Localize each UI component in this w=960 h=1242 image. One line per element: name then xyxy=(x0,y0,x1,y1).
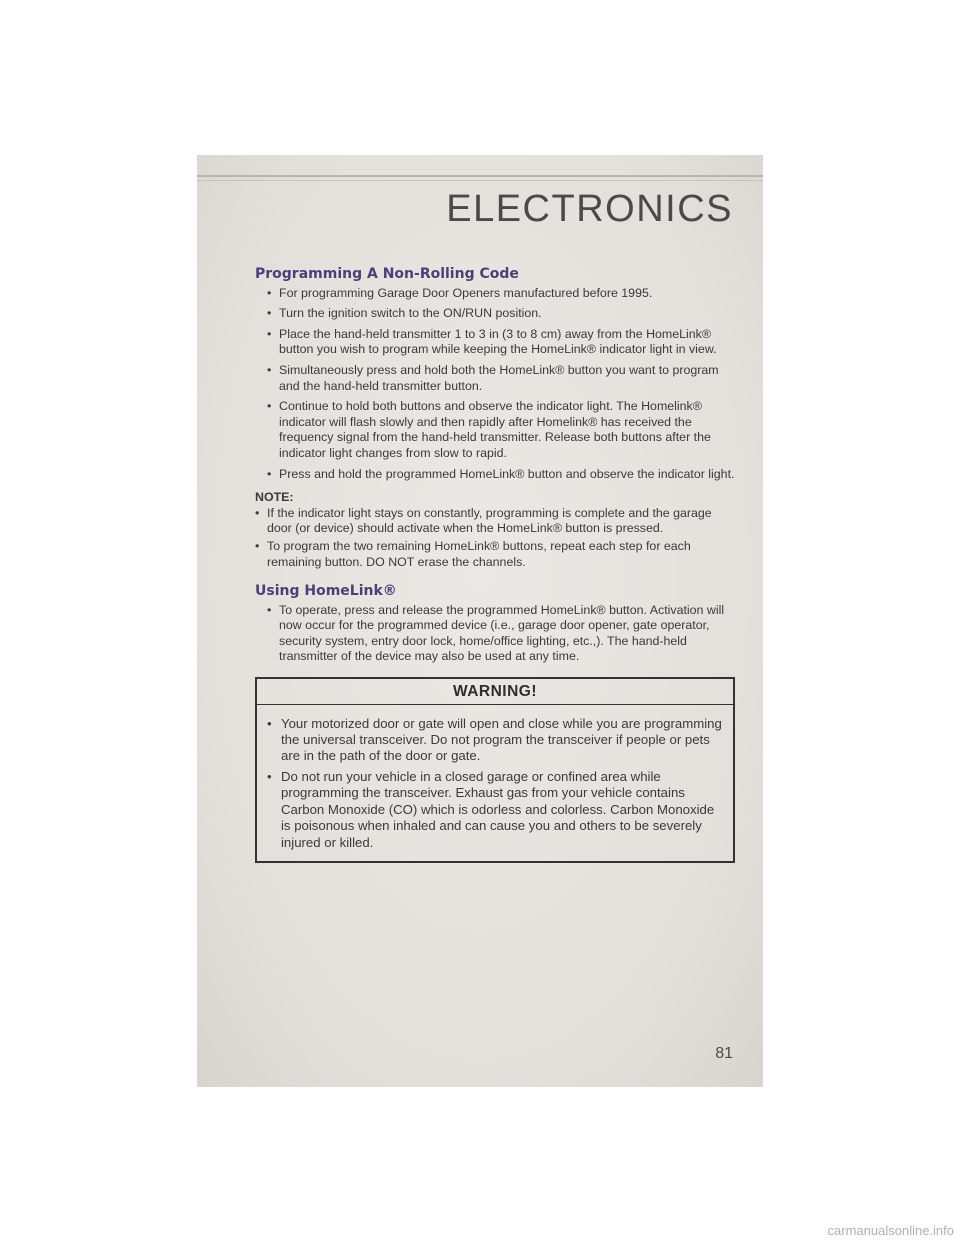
heading-using-homelink: Using HomeLink® xyxy=(255,583,397,600)
list-item: • Press and hold the programmed HomeLink® button and observe the indicator light. xyxy=(255,467,735,483)
page-content xyxy=(255,267,735,863)
list-item: • Your motorized door or gate will open and close while you are programming the universal transceiver. Do not program the transceiver if people or pets are in the path of the door or gate. xyxy=(265,716,723,765)
note-label: NOTE: xyxy=(255,490,294,505)
list-item: • Continue to hold both buttons and observe the indicator light. The Homelink® indicator will flash slowly and then rapidly after Homelink® has received the frequency signal from the hand-held transmitter. Release both buttons after the indicator light changes from slow to rapid. xyxy=(255,399,735,461)
page-number: 81 xyxy=(715,1045,733,1062)
section-title: ELECTRONICS xyxy=(446,188,733,230)
warning-list xyxy=(257,705,733,861)
header-rule-thin xyxy=(197,180,763,181)
notes-list xyxy=(255,506,735,570)
manual-page xyxy=(197,155,763,1087)
list-item: • Simultaneously press and hold both the HomeLink® button you want to program and the hand-held transmitter button. xyxy=(255,363,735,394)
warning-box xyxy=(255,677,735,863)
using-steps-list xyxy=(255,603,735,665)
heading-non-rolling-code: Programming A Non-Rolling Code xyxy=(255,266,519,282)
header-rule xyxy=(197,175,763,177)
list-item: • To operate, press and release the programmed HomeLink® button. Activation will now occur for the programmed device (i.e., garage door opener, gate operator, security system, entry door lock, home/office lighting, etc.,). The hand-held transmitter of the device may also be used at any time. xyxy=(255,603,735,665)
programming-steps-list xyxy=(255,286,735,483)
list-item: • Place the hand-held transmitter 1 to 3 in (3 to 8 cm) away from the HomeLink® button you wish to program while keeping the HomeLink® indicator light in view. xyxy=(255,327,735,358)
list-item: • For programming Garage Door Openers manufactured before 1995. xyxy=(255,286,735,302)
list-item: • If the indicator light stays on constantly, programming is complete and the garage door (or device) should activate when the HomeLink® button is pressed. xyxy=(255,506,735,537)
list-item: • Do not run your vehicle in a closed garage or confined area while programming the transceiver. Exhaust gas from your vehicle contains Carbon Monoxide (CO) which is odorless and colorless. Carbon Monoxide is poisonous when inhaled and can cause you and others to be severely injured or killed. xyxy=(265,769,723,851)
list-item: • To program the two remaining HomeLink® buttons, repeat each step for each remaining button. DO NOT erase the channels. xyxy=(255,539,735,570)
watermark-text: carmanualsonline.info xyxy=(827,1223,954,1238)
warning-title: WARNING! xyxy=(257,679,733,705)
list-item: • Turn the ignition switch to the ON/RUN position. xyxy=(255,306,735,322)
